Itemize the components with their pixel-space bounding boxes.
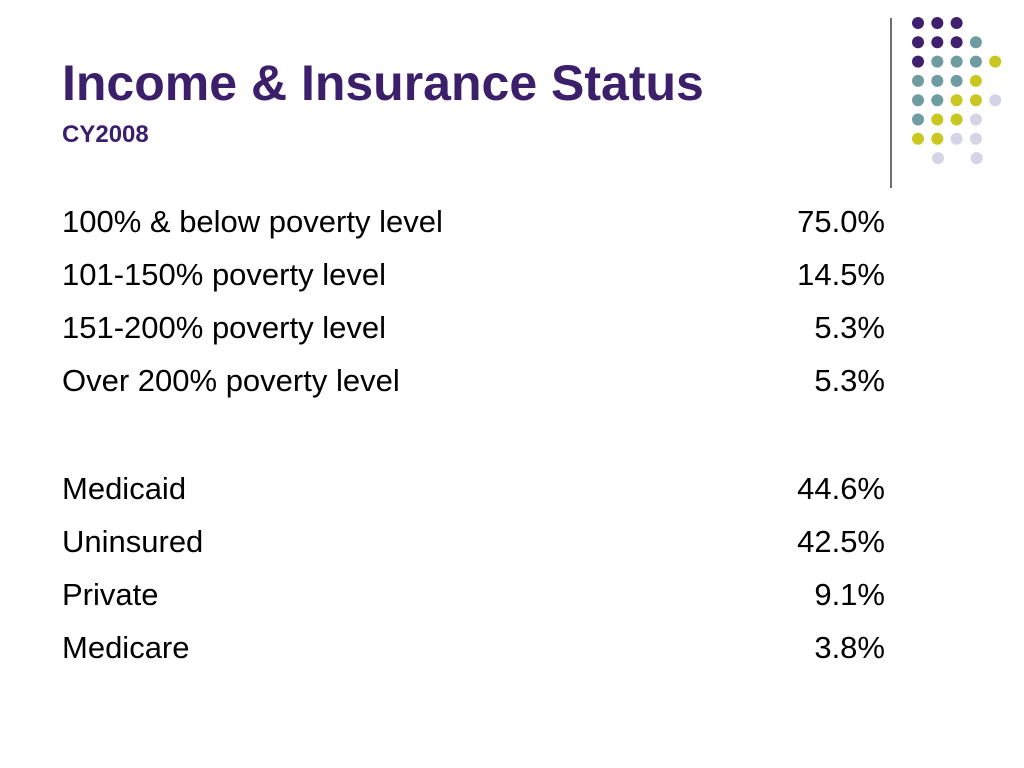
row-value: 44.6% [797,471,885,506]
insurance-row [62,621,885,674]
decorative-dot [989,56,1001,68]
decorative-dot [951,133,963,145]
decorative-dot [970,94,982,106]
decorative-dot [931,133,943,145]
decorative-dot [931,75,943,87]
decorative-dot [951,94,963,106]
income-row [62,248,885,301]
decorative-dot [951,17,963,29]
decorative-dot [912,56,924,68]
row-label: 151-200% poverty level [62,310,386,345]
row-value: 5.3% [814,310,885,345]
income-row [62,301,885,354]
row-label: 100% & below poverty level [62,204,443,239]
decorative-dot [951,75,963,87]
decorative-dot [989,94,1001,106]
decorative-dot [912,75,924,87]
row-value: 9.1% [814,577,885,612]
row-label: 101-150% poverty level [62,257,386,292]
decorative-dot [912,17,924,29]
decorative-dot [931,36,943,48]
decorative-dot [970,56,982,68]
insurance-row [62,515,885,568]
row-label: Private [62,577,159,612]
row-label: Medicaid [62,471,187,506]
decorative-dot [931,94,943,106]
decorative-dot [970,114,982,126]
decorative-dot [912,94,924,106]
decorative-dot [932,152,944,164]
insurance-row [62,462,885,515]
decorative-dot [970,133,982,145]
decorative-dot [912,114,924,126]
row-label: Over 200% poverty level [62,363,400,398]
decorative-dot [971,152,983,164]
row-value: 42.5% [797,524,885,559]
row-label: Uninsured [62,524,204,559]
decorative-dot [912,133,924,145]
income-row [62,195,885,248]
row-label: Medicare [62,630,190,665]
decorative-dot [931,17,943,29]
decorative-dot [931,56,943,68]
decorative-dot [951,56,963,68]
decorative-dot [931,114,943,126]
row-value: 14.5% [797,257,885,292]
row-value: 5.3% [814,363,885,398]
dot-grid-decoration [0,0,1024,200]
decorative-dot [912,36,924,48]
insurance-row [62,568,885,621]
decorative-dot [970,36,982,48]
row-value: 3.8% [814,630,885,665]
decorative-dot [951,36,963,48]
slide-title: Income & Insurance Status [62,55,704,111]
decorative-dot [951,114,963,126]
income-row [62,354,885,407]
row-value: 75.0% [797,204,885,239]
decorative-dot [970,75,982,87]
slide-subtitle: CY2008 [62,121,149,148]
statistics-list [62,195,885,674]
